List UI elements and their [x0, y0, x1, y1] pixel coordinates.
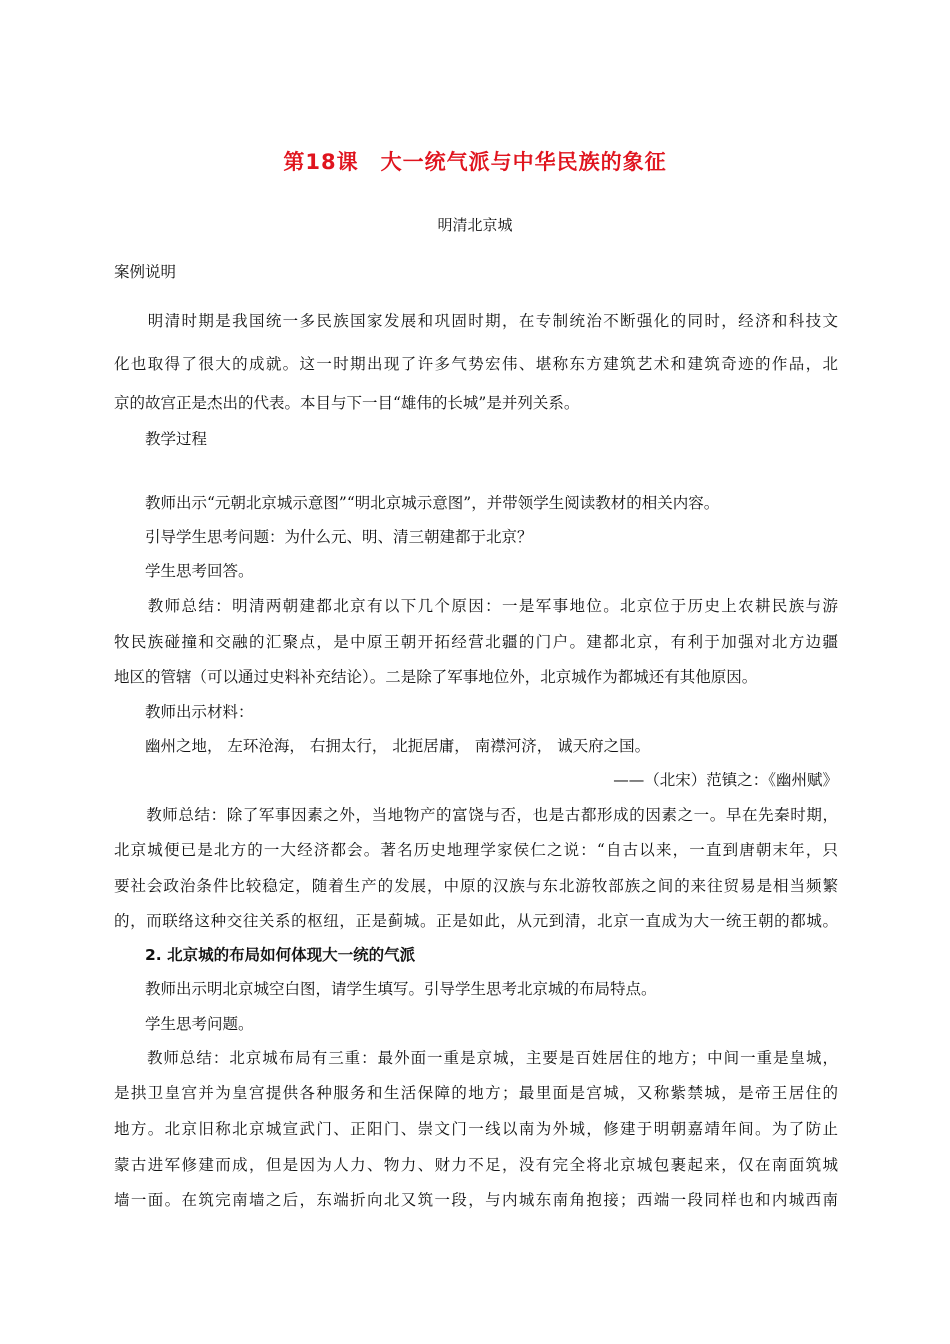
paragraph-line: 学生思考问题。: [114, 1015, 254, 1033]
heading-case-description: 案例说明: [114, 263, 177, 281]
paragraph-line: 明清时期是我国统一多民族国家发展和巩固时期，在专制统治不断强化的同时，经济和科技文: [114, 312, 838, 330]
paragraph-line: 化也取得了很大的成就。这一时期出现了许多气势宏伟、堪称东方建筑艺术和建筑奇迹的作品，北: [114, 355, 838, 373]
quotation-source: ——（北宋）范镇之：《幽州赋》: [613, 771, 838, 789]
paragraph-line: 教师出示明北京城空白图，请学生填写。引导学生思考北京城的布局特点。: [114, 980, 657, 998]
paragraph-line: 教师总结：除了军事因素之外，当地物产的富饶与否，也是古都形成的因素之一。早在先秦时期，: [114, 806, 838, 824]
paragraph-line: 京的故宫正是杰出的代表。本目与下一目“雄伟的长城”是并列关系。: [114, 394, 580, 412]
heading-teaching-process: 教学过程: [114, 430, 208, 448]
section-heading: 2. 北京城的布局如何体现大一统的气派: [114, 946, 416, 964]
paragraph-line: 教师总结：北京城布局有三重：最外面一重是京城，主要是百姓居住的地方；中间一重是皇城，: [114, 1049, 838, 1067]
paragraph-line: 学生思考回答。: [114, 562, 254, 580]
page-subtitle: 明清北京城: [437, 216, 513, 234]
paragraph-line: 地区的管辖（可以通过史料补充结论）。二是除了军事地位外，北京城作为都城还有其他原因。: [114, 668, 758, 686]
paragraph-line: 的，而联络这种交往关系的枢纽，正是蓟城。正是如此，从元到清，北京一直成为大一统王朝的都城。: [114, 912, 838, 930]
paragraph-line: 牧民族碰撞和交融的汇聚点，是中原王朝开拓经营北疆的门户。建都北京，有利于加强对北方边疆: [114, 633, 838, 651]
paragraph-line: 教师出示“元朝北京城示意图”“明北京城示意图”，并带领学生阅读教材的相关内容。: [114, 494, 720, 512]
paragraph-line: 要社会政治条件比较稳定，随着生产的发展，中原的汉族与东北游牧部族之间的来往贸易是相当频繁: [114, 877, 838, 895]
paragraph-line: 蒙古进军修建而成，但是因为人力、物力、财力不足，没有完全将北京城包裹起来，仅在南面筑城: [114, 1156, 838, 1174]
paragraph-line: 是拱卫皇宫并为皇宫提供各种服务和生活保障的地方；最里面是宫城，又称紫禁城，是帝王居住的: [114, 1084, 838, 1102]
paragraph-line: 教师总结：明清两朝建都北京有以下几个原因：一是军事地位。北京位于历史上农耕民族与游: [114, 597, 838, 615]
paragraph-line: 引导学生思考问题：为什么元、明、清三朝建都于北京？: [114, 528, 533, 546]
quotation: 幽州之地， 左环沧海， 右拥太行， 北扼居庸， 南襟河济， 诚天府之国。: [114, 737, 651, 755]
paragraph-line: 墙一面。在筑完南墙之后，东端折向北又筑一段，与内城东南角抱接；西端一段同样也和内城西南: [114, 1191, 838, 1209]
paragraph-line: 教师出示材料：: [114, 703, 254, 721]
paragraph-line: 北京城便已是北方的一大经济都会。著名历史地理学家侯仁之说：“自古以来，一直到唐朝末年，只: [114, 841, 838, 859]
page-title: 第18课 大一统气派与中华民族的象征: [283, 150, 667, 174]
paragraph-line: 地方。北京旧称北京城宣武门、正阳门、崇文门一线以南为外城，修建于明朝嘉靖年间。为了防止: [114, 1120, 838, 1138]
